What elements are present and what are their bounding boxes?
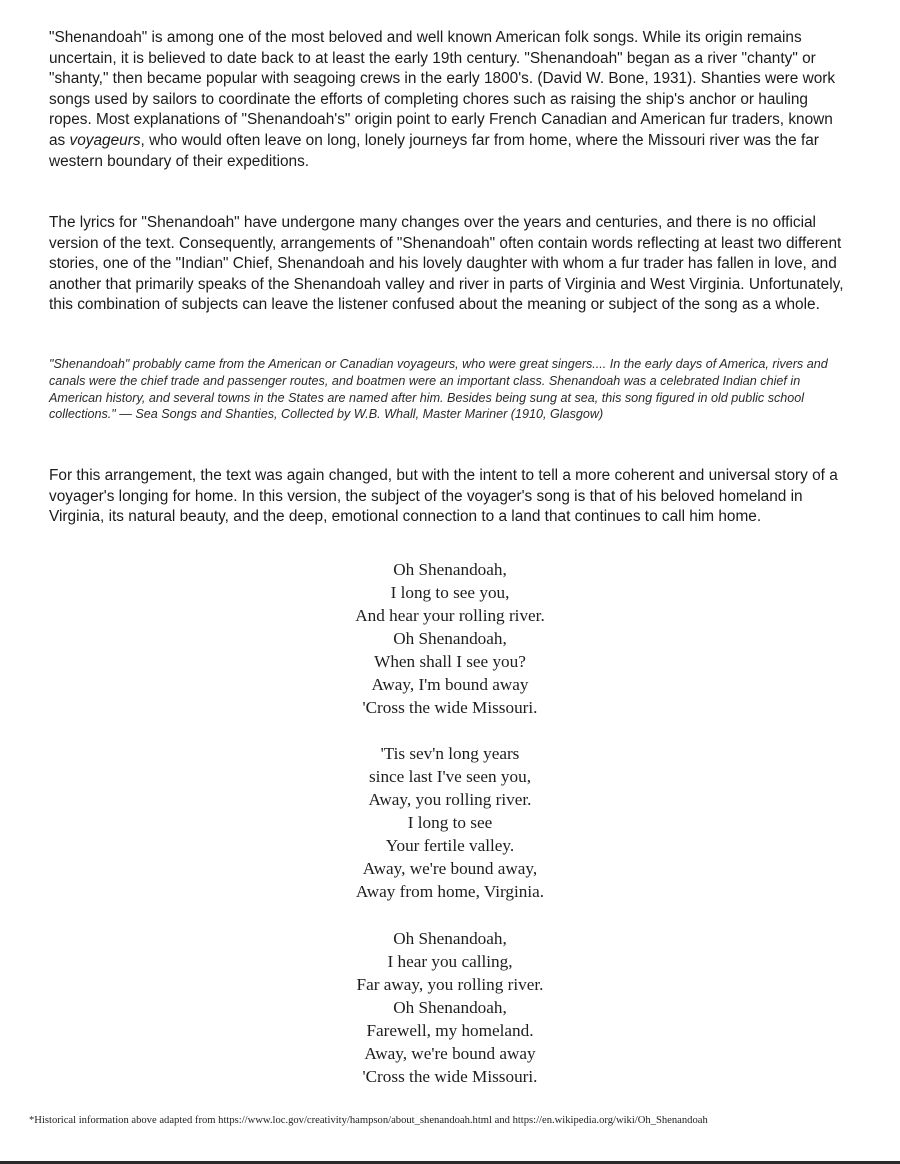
voyageurs-term: voyageurs: [69, 131, 141, 149]
lyric-line: Away, we're bound away,: [362, 859, 538, 878]
lyric-line: Oh Shenandoah,: [393, 629, 507, 648]
lyric-line: Oh Shenandoah,: [393, 998, 507, 1017]
lyric-line: 'Cross the wide Missouri.: [362, 1067, 538, 1086]
lyrics-history-paragraph: The lyrics for "Shenandoah" have undergone many changes over the years and centuries, and there is no official version of the text. Consequently, arrangements of "Shenandoah" often contain words reflecting at least two different stories, one of the "Indian" Chief, Shenandoah and his lovely daughter with whom a fur trader has fallen in love, and another that primarily speaks of the Shenandoah valley and river in parts of Virginia and West Virginia. Unfortunately, this combination of subjects can leave the listener confused about the meaning or subject of the song as a whole.: [49, 214, 844, 314]
lyric-line: 'Cross the wide Missouri.: [362, 698, 538, 717]
source-footnote: *Historical information above adapted from https://www.loc.gov/creativity/hampson/about_shenandoah.html and https://en.wikipedia.org/wiki/Oh_Shenandoah: [29, 1115, 708, 1126]
lyrics-stanza-3: [250, 927, 650, 1088]
lyric-line: I long to see: [407, 813, 493, 832]
lyric-line: When shall I see you?: [374, 652, 526, 671]
whall-quotation: "Shenandoah" probably came from the American or Canadian voyageurs, who were great singers.... In the early days of America, rivers and canals were the chief trade and passenger routes, and boatmen were an important class. Shenandoah was a celebrated Indian chief in American history, and several towns in the States are named after him. Besides being sung at sea, this song figured in old public school collections." — Sea Songs and Shanties, Collected by W.B. Whall, Master Mariner (1910, Glasgow): [49, 357, 828, 422]
intro-paragraph-text-end: , who would often leave on long, lonely journeys far from home, where the Missouri river was the far western boundary of their expeditions.: [49, 131, 819, 170]
lyric-line: I hear you calling,: [387, 952, 513, 971]
lyric-line: Oh Shenandoah,: [393, 929, 507, 948]
lyric-line: since last I've seen you,: [368, 767, 532, 786]
lyric-line: Away from home, Virginia.: [355, 882, 545, 901]
lyrics-stanza-2: [250, 742, 650, 903]
lyric-line: 'Tis sev'n long years: [380, 744, 520, 763]
lyric-line: Away, I'm bound away: [371, 675, 529, 694]
lyric-line: And hear your rolling river.: [355, 606, 545, 625]
intro-paragraph-text: "Shenandoah" is among one of the most beloved and well known American folk songs. While its origin remains uncertain, it is believed to date back to at least the early 19th century. "Shenandoah" began as a river "chanty" or "shanty," then became popular with seagoing crews in the early 1800's. (David W. Bone, 1931). Shanties were work songs used by sailors to coordinate the efforts of completing chores such as raising the ship's anchor or hauling ropes. Most explanations of "Shenandoah's" origin point to early French Canadian and American fur traders, known as: [49, 29, 836, 149]
intro-paragraph: [49, 28, 849, 172]
lyric-line: Farewell, my homeland.: [366, 1021, 534, 1040]
lyric-line: Far away, you rolling river.: [356, 975, 544, 994]
lyrics-stanza-1: [250, 558, 650, 719]
arrangement-paragraph: For this arrangement, the text was again changed, but with the intent to tell a more coherent and universal story of a voyager's longing for home. In this version, the subject of the voyager's song is that of his beloved homeland in Virginia, its natural beauty, and the deep, emotional connection to a land that continues to call him home.: [49, 467, 838, 526]
lyric-line: Your fertile valley.: [385, 836, 515, 855]
lyric-line: Away, we're bound away: [364, 1044, 536, 1063]
lyric-line: Away, you rolling river.: [368, 790, 532, 809]
lyric-line: Oh Shenandoah,: [393, 560, 507, 579]
lyric-line: I long to see you,: [390, 583, 510, 602]
